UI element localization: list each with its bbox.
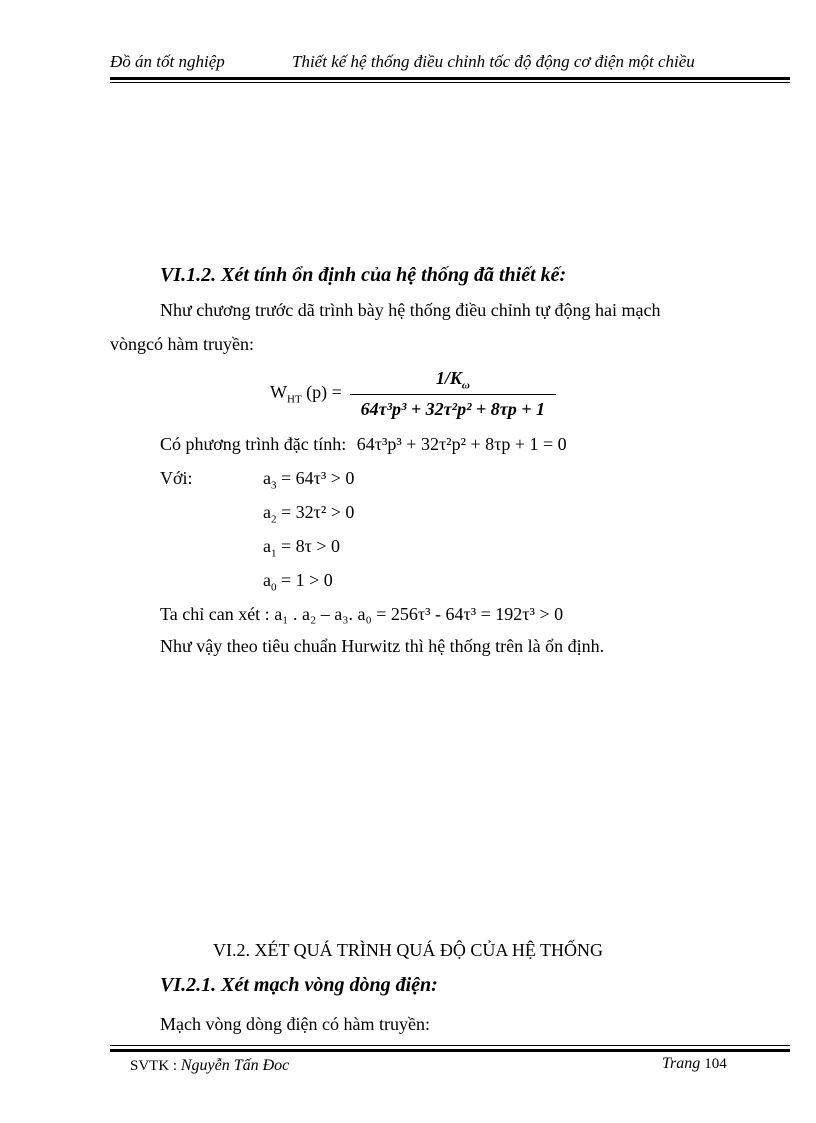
coeff-index: 2 bbox=[271, 513, 277, 526]
coeff-symbol: a bbox=[263, 468, 271, 488]
formula-lhs-subscript: HT bbox=[287, 393, 302, 406]
header-rule-thick bbox=[110, 77, 790, 80]
header-left: Đồ án tốt nghiệp bbox=[110, 52, 225, 71]
coeff-expression: = 1 > 0 bbox=[276, 570, 333, 590]
check-line: Ta chỉ can xét : a₁ . a₂ – a₃. a₀ = 256τ³ - 64τ³ = 192τ³ > 0 bbox=[160, 604, 564, 624]
with-label: Với: bbox=[160, 468, 193, 488]
coeff-symbol: a bbox=[263, 570, 271, 590]
coeff-a1 bbox=[263, 536, 340, 560]
section2-paragraph: Mạch vòng dòng điện có hàm truyền: bbox=[160, 1014, 430, 1034]
footer-author bbox=[130, 1057, 289, 1075]
formula-fraction bbox=[350, 368, 556, 420]
section-heading: VI.1.2. Xét tính ổn định của hệ thống đã thiết kế: bbox=[160, 264, 567, 286]
formula-denominator: 64τ³p³ + 32τ²p² + 8τp + 1 bbox=[360, 398, 545, 419]
coeff-expression: = 32τ² > 0 bbox=[276, 502, 355, 522]
header-right: Thiết kế hệ thống điều chỉnh tốc độ động cơ điện một chiều bbox=[292, 52, 695, 71]
coeff-index: 1 bbox=[271, 547, 277, 560]
section2-subheading: VI.2.1. Xét mạch vòng dòng điện: bbox=[160, 974, 438, 996]
coeff-a3 bbox=[263, 468, 354, 492]
formula-lhs-tail: (p) = bbox=[301, 382, 342, 402]
paragraph-line-2: vòngcó hàm truyền: bbox=[110, 334, 254, 354]
footer-rule-thick bbox=[110, 1049, 790, 1052]
formula-lhs bbox=[270, 382, 342, 406]
coeff-index: 0 bbox=[271, 581, 277, 594]
coeff-symbol: a bbox=[263, 502, 271, 522]
numerator-subscript: ω bbox=[461, 379, 470, 392]
char-eq-expression: 64τ³p³ + 32τ²p² + 8τp + 1 = 0 bbox=[356, 434, 567, 454]
coeff-symbol: a bbox=[263, 536, 271, 556]
coeff-expression: = 64τ³ > 0 bbox=[276, 468, 355, 488]
char-eq-line bbox=[160, 434, 567, 455]
transfer-function bbox=[270, 368, 556, 420]
footer-page bbox=[662, 1055, 727, 1073]
footer-name: Nguyễn Tấn Đoc bbox=[180, 1057, 290, 1074]
numerator-text: 1/K bbox=[435, 368, 462, 388]
header-rule-thin bbox=[110, 82, 790, 83]
coeff-index: 3 bbox=[271, 479, 277, 492]
conclusion-line: Như vậy theo tiêu chuẩn Hurwitz thì hệ thống trên là ổn định. bbox=[160, 636, 605, 656]
paragraph-line-1: Như chương trước dã trình bày hệ thống điều chỉnh tự động hai mạch bbox=[160, 300, 661, 320]
footer-label: SVTK : bbox=[130, 1058, 178, 1074]
section2-title: VI.2. XÉT QUÁ TRÌNH QUÁ ĐỘ CỦA HỆ THỐNG bbox=[213, 940, 603, 960]
coeff-a2 bbox=[263, 502, 354, 526]
footer-page-number: 104 bbox=[704, 1056, 727, 1072]
char-eq-label: Có phương trình đặc tính: bbox=[160, 434, 347, 454]
coeff-expression: = 8τ > 0 bbox=[276, 536, 341, 556]
coeff-a0 bbox=[263, 570, 333, 594]
formula-numerator bbox=[436, 368, 470, 394]
footer-rule-thin bbox=[110, 1045, 790, 1046]
formula-lhs-symbol: W bbox=[270, 382, 287, 402]
footer-page-label: Trang bbox=[662, 1055, 701, 1072]
